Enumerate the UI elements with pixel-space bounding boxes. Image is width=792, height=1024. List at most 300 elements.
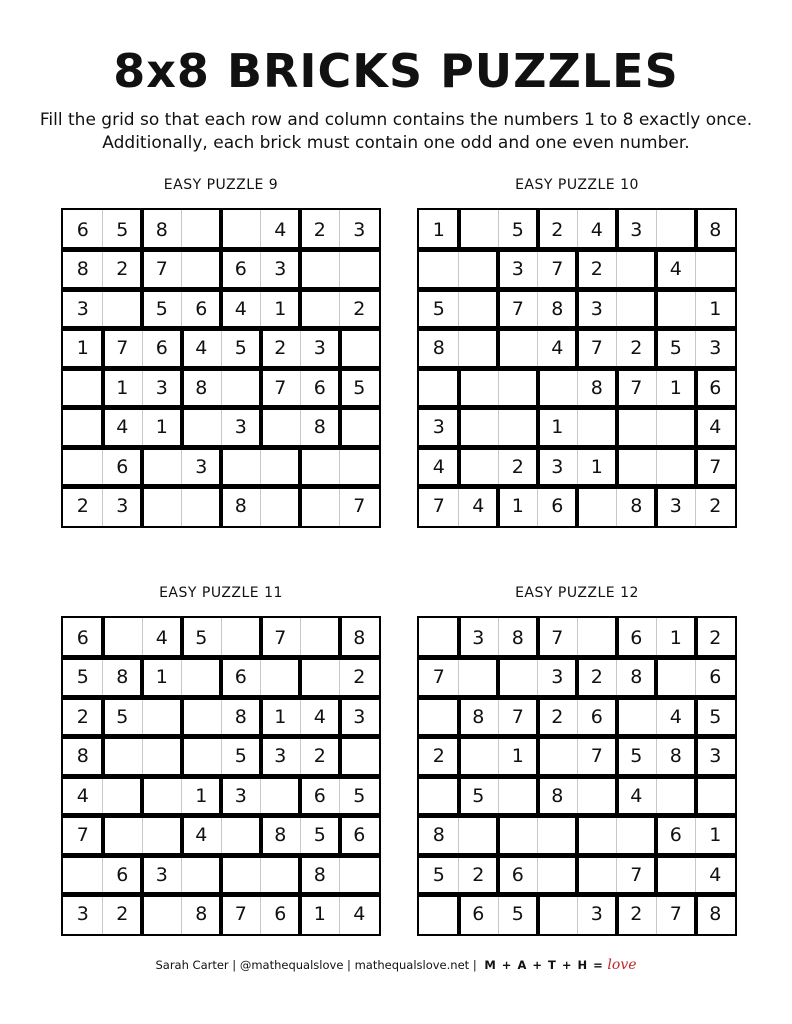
grid-cell[interactable]: 4 [195,337,208,360]
grid-cell[interactable]: 3 [590,297,603,320]
brick-inner-line [102,487,103,527]
grid-cell[interactable] [656,855,696,895]
grid-cell[interactable] [498,816,538,856]
grid-cell[interactable]: 7 [432,495,445,518]
grid-cell[interactable] [261,487,301,527]
grid-cell[interactable]: 4 [472,495,485,518]
grid-cell[interactable]: 6 [116,863,129,886]
grid-cell[interactable]: 7 [353,495,366,518]
grid-cell[interactable]: 3 [353,218,366,241]
grid-cell[interactable]: 1 [313,903,326,926]
grid-cell[interactable]: 5 [432,297,445,320]
grid-cell[interactable]: 8 [432,824,445,847]
brick-inner-line [221,329,222,369]
grid-cell[interactable]: 6 [195,297,208,320]
grid-cell[interactable]: 2 [313,745,326,768]
grid-cell[interactable] [498,408,538,448]
row-border [63,853,379,858]
brick-border [615,618,619,658]
grid-cell[interactable]: 8 [709,218,722,241]
puzzle-12-title: EASY PUZZLE 12 [515,585,639,601]
grid-cell[interactable]: 2 [709,626,722,649]
grid-cell[interactable] [577,618,617,658]
grid-cell[interactable]: 1 [669,626,682,649]
grid-cell[interactable]: 5 [432,863,445,886]
grid-cell[interactable] [182,487,222,527]
grid-cell[interactable]: 7 [551,258,564,281]
brick-border [654,329,658,369]
grid-cell[interactable]: 3 [511,258,524,281]
brick-inner-line [102,776,103,816]
grid-cell[interactable] [577,487,617,527]
brick-border [457,697,461,737]
grid-cell[interactable]: 1 [116,376,129,399]
grid-cell[interactable]: 8 [116,666,129,689]
grid-cell[interactable]: 6 [234,258,247,281]
grid-cell[interactable]: 3 [709,745,722,768]
brick-inner-line [498,618,499,658]
grid-cell[interactable] [261,447,301,487]
grid-cell[interactable]: 6 [590,705,603,728]
brick-border [298,447,302,487]
grid-cell[interactable] [300,487,340,527]
grid-cell[interactable] [340,250,380,290]
grid-cell[interactable] [300,250,340,290]
grid-cell[interactable]: 8 [313,863,326,886]
grid-cell[interactable] [142,737,182,777]
brick-border [140,250,144,290]
grid-cell[interactable]: 8 [155,218,168,241]
grid-cell[interactable] [103,289,143,329]
grid-cell[interactable]: 6 [669,824,682,847]
grid-cell[interactable] [617,697,657,737]
grid-cell[interactable]: 6 [630,626,643,649]
grid-cell[interactable] [419,368,459,408]
grid-cell[interactable]: 2 [630,337,643,360]
row-border [419,734,735,739]
grid-cell[interactable]: 3 [669,495,682,518]
grid-cell[interactable]: 6 [511,863,524,886]
grid-cell[interactable]: 1 [551,416,564,439]
grid-cell[interactable]: 8 [432,337,445,360]
grid-cell[interactable]: 6 [234,666,247,689]
grid-cell[interactable] [300,618,340,658]
grid-cell[interactable]: 1 [511,745,524,768]
grid-cell[interactable]: 2 [472,863,485,886]
grid-cell[interactable]: 2 [353,666,366,689]
grid-cell[interactable] [63,447,103,487]
grid-cell[interactable]: 8 [234,705,247,728]
grid-cell[interactable]: 2 [76,495,89,518]
grid-cell[interactable]: 3 [472,626,485,649]
grid-cell[interactable]: 3 [551,455,564,478]
grid-cell[interactable] [221,816,261,856]
grid-cell[interactable]: 3 [155,863,168,886]
grid-cell[interactable]: 4 [709,416,722,439]
grid-cell[interactable]: 7 [432,666,445,689]
brick-inner-line [695,289,696,329]
grid-cell[interactable] [261,408,301,448]
grid-cell[interactable] [696,250,736,290]
brick-border [259,618,263,658]
grid-cell[interactable]: 3 [313,337,326,360]
grid-cell[interactable] [538,895,578,935]
grid-cell[interactable] [656,210,696,250]
grid-cell[interactable]: 7 [274,626,287,649]
grid-cell[interactable]: 3 [116,495,129,518]
grid-cell[interactable]: 8 [195,903,208,926]
grid-cell[interactable]: 1 [511,495,524,518]
grid-cell[interactable]: 8 [76,258,89,281]
grid-cell[interactable]: 8 [511,626,524,649]
grid-cell[interactable]: 1 [709,824,722,847]
grid-cell[interactable]: 2 [313,218,326,241]
grid-cell[interactable] [459,289,499,329]
grid-cell[interactable]: 8 [195,376,208,399]
grid-cell[interactable]: 1 [432,218,445,241]
grid-cell[interactable]: 2 [116,903,129,926]
grid-cell[interactable] [419,697,459,737]
grid-cell[interactable] [617,289,657,329]
brick-border [298,776,302,816]
grid-cell[interactable] [419,618,459,658]
grid-cell[interactable]: 8 [709,903,722,926]
grid-cell[interactable] [459,368,499,408]
grid-cell[interactable]: 1 [709,297,722,320]
grid-cell[interactable] [221,855,261,895]
grid-cell[interactable]: 7 [630,376,643,399]
grid-cell[interactable] [142,697,182,737]
grid-cell[interactable] [142,895,182,935]
brick-border [615,447,619,487]
grid-cell[interactable] [182,697,222,737]
grid-cell[interactable]: 2 [274,337,287,360]
grid-cell[interactable]: 2 [630,903,643,926]
grid-cell[interactable]: 4 [313,705,326,728]
grid-cell[interactable] [340,447,380,487]
grid-cell[interactable] [221,618,261,658]
grid-cell[interactable]: 1 [274,705,287,728]
grid-cell[interactable]: 1 [590,455,603,478]
grid-cell[interactable] [261,658,301,698]
grid-cell[interactable] [142,816,182,856]
grid-cell[interactable] [656,447,696,487]
grid-cell[interactable] [459,658,499,698]
grid-cell[interactable]: 4 [353,903,366,926]
grid-cell[interactable]: 6 [313,784,326,807]
grid-cell[interactable]: 3 [195,455,208,478]
grid-cell[interactable]: 2 [76,705,89,728]
grid-cell[interactable] [103,737,143,777]
grid-cell[interactable]: 1 [669,376,682,399]
grid-cell[interactable]: 6 [76,626,89,649]
grid-cell[interactable]: 7 [630,863,643,886]
grid-cell[interactable] [538,737,578,777]
grid-cell[interactable]: 5 [76,666,89,689]
grid-cell[interactable]: 8 [76,745,89,768]
grid-cell[interactable]: 5 [511,218,524,241]
grid-cell[interactable]: 6 [709,376,722,399]
grid-cell[interactable]: 8 [353,626,366,649]
grid-cell[interactable] [221,210,261,250]
grid-cell[interactable]: 5 [511,903,524,926]
grid-cell[interactable]: 5 [116,705,129,728]
grid-cell[interactable]: 3 [234,416,247,439]
grid-cell[interactable]: 1 [155,416,168,439]
grid-cell[interactable]: 7 [709,455,722,478]
grid-cell[interactable] [221,447,261,487]
grid-cell[interactable]: 4 [116,416,129,439]
grid-cell[interactable] [340,855,380,895]
grid-cell[interactable] [261,855,301,895]
grid-cell[interactable]: 2 [590,258,603,281]
brick-border [496,658,500,698]
grid-cell[interactable] [182,210,222,250]
grid-cell[interactable]: 7 [590,745,603,768]
grid-cell[interactable]: 3 [274,258,287,281]
grid-cell[interactable]: 7 [511,297,524,320]
grid-cell[interactable]: 3 [551,666,564,689]
grid-cell[interactable]: 8 [472,705,485,728]
brick-border [496,816,500,856]
grid-cell[interactable]: 5 [669,337,682,360]
grid-cell[interactable] [656,776,696,816]
grid-cell[interactable] [696,776,736,816]
grid-cell[interactable]: 3 [76,297,89,320]
grid-cell[interactable]: 5 [353,376,366,399]
grid-cell[interactable]: 4 [234,297,247,320]
grid-cell[interactable] [340,329,380,369]
grid-cell[interactable]: 4 [76,784,89,807]
brick-inner-line [458,487,459,527]
grid-cell[interactable]: 7 [76,824,89,847]
brick-inner-line [695,658,696,698]
row-border [63,813,379,818]
grid-cell[interactable]: 4 [709,863,722,886]
grid-cell[interactable]: 6 [313,376,326,399]
grid-cell[interactable]: 8 [551,297,564,320]
grid-cell[interactable] [577,855,617,895]
grid-cell[interactable] [182,855,222,895]
grid-cell[interactable]: 5 [709,705,722,728]
grid-cell[interactable] [419,895,459,935]
grid-cell[interactable] [538,855,578,895]
grid-cell[interactable] [617,816,657,856]
grid-cell[interactable] [498,658,538,698]
grid-cell[interactable] [459,250,499,290]
grid-cell[interactable]: 6 [353,824,366,847]
grid-cell[interactable] [142,447,182,487]
grid-cell[interactable]: 5 [353,784,366,807]
grid-cell[interactable] [459,737,499,777]
grid-cell[interactable] [577,776,617,816]
grid-cell[interactable] [340,408,380,448]
brick-inner-line [221,737,222,777]
grid-cell[interactable]: 3 [353,705,366,728]
grid-cell[interactable]: 8 [590,376,603,399]
grid-cell[interactable]: 5 [195,626,208,649]
grid-cell[interactable]: 2 [511,455,524,478]
grid-cell[interactable]: 2 [116,258,129,281]
grid-cell[interactable]: 4 [432,455,445,478]
brick-inner-line [181,250,182,290]
grid-cell[interactable]: 5 [313,824,326,847]
grid-cell[interactable] [340,737,380,777]
grid-cell[interactable]: 7 [590,337,603,360]
grid-cell[interactable]: 2 [551,218,564,241]
brick-inner-line [458,816,459,856]
grid-cell[interactable]: 5 [155,297,168,320]
grid-cell[interactable]: 1 [195,784,208,807]
grid-cell[interactable]: 3 [155,376,168,399]
grid-cell[interactable]: 1 [274,297,287,320]
grid-cell[interactable] [142,487,182,527]
grid-cell[interactable] [221,368,261,408]
grid-cell[interactable] [182,250,222,290]
brick-border [575,329,579,369]
grid-cell[interactable]: 8 [313,416,326,439]
brick-border [615,776,619,816]
grid-cell[interactable] [103,776,143,816]
grid-cell[interactable]: 3 [76,903,89,926]
grid-cell[interactable]: 4 [590,218,603,241]
grid-cell[interactable] [419,776,459,816]
grid-cell[interactable]: 3 [590,903,603,926]
grid-cell[interactable]: 2 [432,745,445,768]
grid-cell[interactable]: 4 [551,337,564,360]
grid-cell[interactable] [142,776,182,816]
grid-cell[interactable]: 2 [551,705,564,728]
brick-inner-line [537,289,538,329]
grid-cell[interactable] [459,408,499,448]
brick-border [140,658,144,698]
brick-border [575,816,579,856]
grid-cell[interactable] [498,368,538,408]
grid-cell[interactable] [459,210,499,250]
grid-cell[interactable]: 6 [155,337,168,360]
grid-cell[interactable]: 1 [76,337,89,360]
grid-cell[interactable] [498,329,538,369]
grid-cell[interactable] [103,816,143,856]
grid-cell[interactable]: 3 [234,784,247,807]
grid-cell[interactable]: 7 [116,337,129,360]
brick-inner-line [260,658,261,698]
grid-cell[interactable] [617,408,657,448]
brick-inner-line [695,329,696,369]
grid-cell[interactable]: 7 [234,903,247,926]
grid-cell[interactable]: 8 [630,495,643,518]
grid-cell[interactable] [656,289,696,329]
grid-cell[interactable] [300,447,340,487]
grid-cell[interactable] [656,658,696,698]
grid-cell[interactable]: 2 [353,297,366,320]
grid-cell[interactable] [617,447,657,487]
grid-cell[interactable]: 4 [630,784,643,807]
brick-inner-line [142,816,143,856]
grid-cell[interactable] [300,658,340,698]
grid-cell[interactable]: 6 [472,903,485,926]
grid-cell[interactable]: 8 [234,495,247,518]
grid-cell[interactable]: 5 [234,745,247,768]
grid-cell[interactable]: 6 [274,903,287,926]
grid-cell[interactable]: 2 [709,495,722,518]
grid-cell[interactable] [459,329,499,369]
grid-cell[interactable]: 6 [116,455,129,478]
grid-cell[interactable]: 6 [551,495,564,518]
grid-cell[interactable]: 7 [511,705,524,728]
grid-cell[interactable] [63,408,103,448]
grid-cell[interactable]: 7 [274,376,287,399]
grid-cell[interactable] [419,250,459,290]
brick-border [180,329,184,369]
grid-cell[interactable] [498,776,538,816]
grid-cell[interactable] [182,737,222,777]
grid-cell[interactable]: 3 [630,218,643,241]
brick-border [457,895,461,935]
brick-inner-line [537,487,538,527]
grid-cell[interactable] [538,816,578,856]
grid-cell[interactable] [103,618,143,658]
brick-inner-line [616,816,617,856]
brick-inner-line [616,487,617,527]
brick-border [575,487,579,527]
grid-cell[interactable] [538,368,578,408]
brick-inner-line [300,737,301,777]
grid-cell[interactable]: 5 [472,784,485,807]
grid-cell[interactable] [656,408,696,448]
grid-cell[interactable]: 4 [274,218,287,241]
grid-cell[interactable]: 6 [76,218,89,241]
grid-cell[interactable]: 3 [709,337,722,360]
grid-cell[interactable] [577,408,617,448]
grid-cell[interactable]: 3 [432,416,445,439]
grid-cell[interactable]: 2 [590,666,603,689]
grid-cell[interactable]: 5 [234,337,247,360]
grid-cell[interactable]: 8 [274,824,287,847]
grid-cell[interactable] [300,289,340,329]
grid-cell[interactable] [182,408,222,448]
brick-border [536,447,540,487]
grid-cell[interactable] [182,658,222,698]
grid-cell[interactable]: 7 [669,903,682,926]
grid-cell[interactable] [63,855,103,895]
grid-cell[interactable]: 8 [669,745,682,768]
grid-cell[interactable] [63,368,103,408]
grid-cell[interactable]: 4 [155,626,168,649]
grid-cell[interactable] [617,250,657,290]
grid-cell[interactable]: 6 [709,666,722,689]
grid-cell[interactable]: 1 [155,666,168,689]
brick-border [496,855,500,895]
grid-cell[interactable]: 8 [551,784,564,807]
grid-cell[interactable]: 5 [630,745,643,768]
grid-cell[interactable]: 5 [116,218,129,241]
grid-cell[interactable]: 4 [195,824,208,847]
puzzle-9-grid [61,208,381,528]
grid-cell[interactable]: 7 [155,258,168,281]
grid-cell[interactable] [459,816,499,856]
grid-cell[interactable]: 3 [274,745,287,768]
grid-cell[interactable]: 4 [669,258,682,281]
brick-inner-line [221,368,222,408]
grid-cell[interactable] [261,776,301,816]
grid-cell[interactable]: 4 [669,705,682,728]
grid-cell[interactable] [577,816,617,856]
grid-cell[interactable]: 7 [551,626,564,649]
grid-cell[interactable] [459,447,499,487]
grid-cell[interactable]: 8 [630,666,643,689]
brick-inner-line [181,658,182,698]
